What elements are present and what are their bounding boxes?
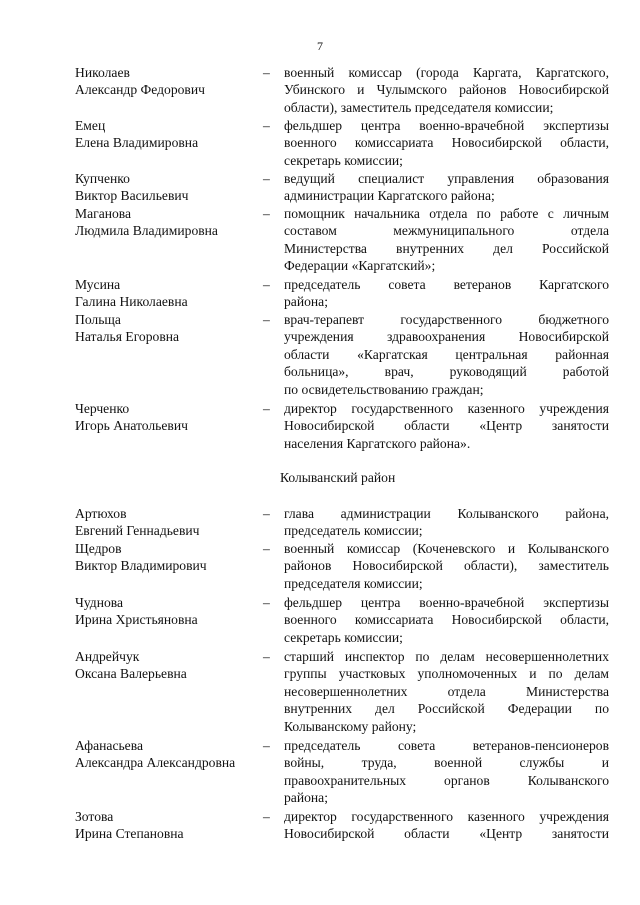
role-line: военный комиссар (Коченевского и Колыванского	[284, 541, 609, 556]
member-name	[75, 737, 265, 772]
member-role	[284, 594, 609, 646]
member-name	[75, 808, 265, 843]
member-surname: Афанасьева	[75, 738, 143, 753]
member-name	[75, 540, 265, 575]
member-given-names: Игорь Анатольевич	[75, 418, 188, 434]
member-given-names: Александра Александровна	[75, 755, 236, 771]
member-name	[75, 400, 265, 435]
member-role	[284, 311, 609, 398]
role-line: внутренних дел Российской Федерации по	[284, 701, 609, 717]
role-line: составом межмуниципального отдела	[284, 223, 609, 239]
member-given-names: Галина Николаевна	[75, 294, 188, 310]
role-line: больница», врач, руководящий работой	[284, 364, 609, 380]
role-line: секретарь комиссии;	[284, 629, 403, 645]
member-role	[284, 170, 609, 205]
role-line: военного комиссариата Новосибирской области,	[284, 612, 609, 628]
dash-separator: –	[263, 206, 270, 221]
member-given-names: Евгений Геннадьевич	[75, 523, 200, 539]
member-surname: Щедров	[75, 541, 122, 556]
role-line: секретарь комиссии;	[284, 152, 403, 168]
member-given-names: Оксана Валерьевна	[75, 666, 187, 682]
member-role	[284, 505, 609, 540]
role-line: Колыванскому району;	[284, 718, 417, 734]
role-line: области «Каргатская центральная районная	[284, 346, 609, 362]
member-surname: Черченко	[75, 401, 130, 416]
member-role	[284, 540, 609, 592]
role-line: районов Новосибирской области), заместитель	[284, 558, 609, 574]
member-surname: Маганова	[75, 206, 132, 221]
member-surname: Андрейчук	[75, 649, 140, 664]
role-line: председателя комиссии;	[284, 575, 423, 591]
role-line: ведущий специалист управления образования	[284, 171, 609, 186]
role-line: фельдшер центра военно-врачебной экспертизы	[284, 595, 609, 610]
role-line: председатель совета ветеранов-пенсионеров	[284, 738, 609, 753]
member-given-names: Людмила Владимировна	[75, 223, 218, 239]
role-line: Новосибирской области «Центр занятости	[284, 418, 609, 434]
role-line: фельдшер центра военно-врачебной экспертизы	[284, 118, 609, 133]
role-line: директор государственного казенного учреждения	[284, 809, 609, 824]
section-heading: Колыванский район	[280, 470, 396, 485]
dash-separator: –	[263, 277, 270, 292]
member-surname: Мусина	[75, 277, 121, 292]
member-role	[284, 276, 609, 311]
role-line: старший инспектор по делам несовершеннолетних	[284, 649, 609, 664]
member-role	[284, 737, 609, 807]
dash-separator: –	[263, 649, 270, 664]
member-given-names: Ирина Степановна	[75, 826, 184, 842]
dash-separator: –	[263, 312, 270, 327]
member-role	[284, 400, 609, 452]
dash-separator: –	[263, 65, 270, 80]
role-line: председатель совета ветеранов Каргатского	[284, 277, 609, 292]
dash-separator: –	[263, 118, 270, 133]
member-given-names: Елена Владимировна	[75, 135, 199, 151]
role-line: Убинского и Чулымского районов Новосибирской	[284, 82, 609, 98]
member-name	[75, 205, 265, 240]
role-line: района;	[284, 790, 328, 806]
role-line: военный комиссар (города Каргата, Каргатского,	[284, 65, 609, 80]
member-role	[284, 808, 609, 843]
dash-separator: –	[263, 506, 270, 521]
member-surname: Купченко	[75, 171, 130, 186]
dash-separator: –	[263, 401, 270, 416]
role-line: области), заместитель председателя комиссии;	[284, 99, 554, 115]
role-line: Новосибирской области «Центр занятости	[284, 826, 609, 842]
member-name	[75, 117, 265, 152]
role-line: района;	[284, 294, 328, 310]
dash-separator: –	[263, 809, 270, 824]
page-number: 7	[317, 39, 323, 53]
member-given-names: Наталья Егоровна	[75, 329, 180, 345]
member-given-names: Александр Федорович	[75, 82, 205, 98]
role-line: врач-терапевт государственного бюджетного	[284, 312, 609, 327]
role-line: Министерства внутренних дел Российской	[284, 240, 609, 256]
role-line: несовершеннолетних отдела Министерства	[284, 683, 609, 699]
role-line: Федерации «Каргатский»;	[284, 258, 436, 274]
member-name	[75, 594, 265, 629]
dash-separator: –	[263, 541, 270, 556]
member-role	[284, 64, 609, 116]
member-name	[75, 648, 265, 683]
role-line: учреждения здравоохранения Новосибирской	[284, 329, 609, 345]
member-name	[75, 505, 265, 540]
role-line: директор государственного казенного учреждения	[284, 401, 609, 416]
member-name	[75, 311, 265, 346]
member-given-names: Виктор Владимирович	[75, 558, 207, 574]
member-name	[75, 276, 265, 311]
role-line: военного комиссариата Новосибирской области,	[284, 135, 609, 151]
role-line: глава администрации Колыванского района,	[284, 506, 609, 521]
role-line: по освидетельствованию граждан;	[284, 381, 484, 397]
member-name	[75, 64, 265, 99]
member-surname: Артюхов	[75, 506, 127, 521]
member-surname: Чуднова	[75, 595, 124, 610]
member-surname: Николаев	[75, 65, 130, 80]
dash-separator: –	[263, 171, 270, 186]
dash-separator: –	[263, 595, 270, 610]
member-surname: Зотова	[75, 809, 114, 824]
role-line: правоохранительных органов Колыванского	[284, 772, 609, 788]
member-role	[284, 648, 609, 735]
role-line: администрации Каргатского района;	[284, 188, 495, 204]
member-surname: Емец	[75, 118, 106, 133]
member-given-names: Виктор Васильевич	[75, 188, 189, 204]
role-line: войны, труда, военной службы и	[284, 755, 609, 771]
role-line: населения Каргатского района».	[284, 435, 471, 451]
member-role	[284, 117, 609, 169]
role-line: группы участковых уполномоченных и по делам	[284, 666, 609, 682]
dash-separator: –	[263, 738, 270, 753]
member-surname: Польща	[75, 312, 121, 327]
role-line: помощник начальника отдела по работе с личным	[284, 206, 609, 221]
member-given-names: Ирина Христьяновна	[75, 612, 198, 628]
member-role	[284, 205, 609, 275]
role-line: председатель комиссии;	[284, 523, 423, 539]
member-name	[75, 170, 265, 205]
